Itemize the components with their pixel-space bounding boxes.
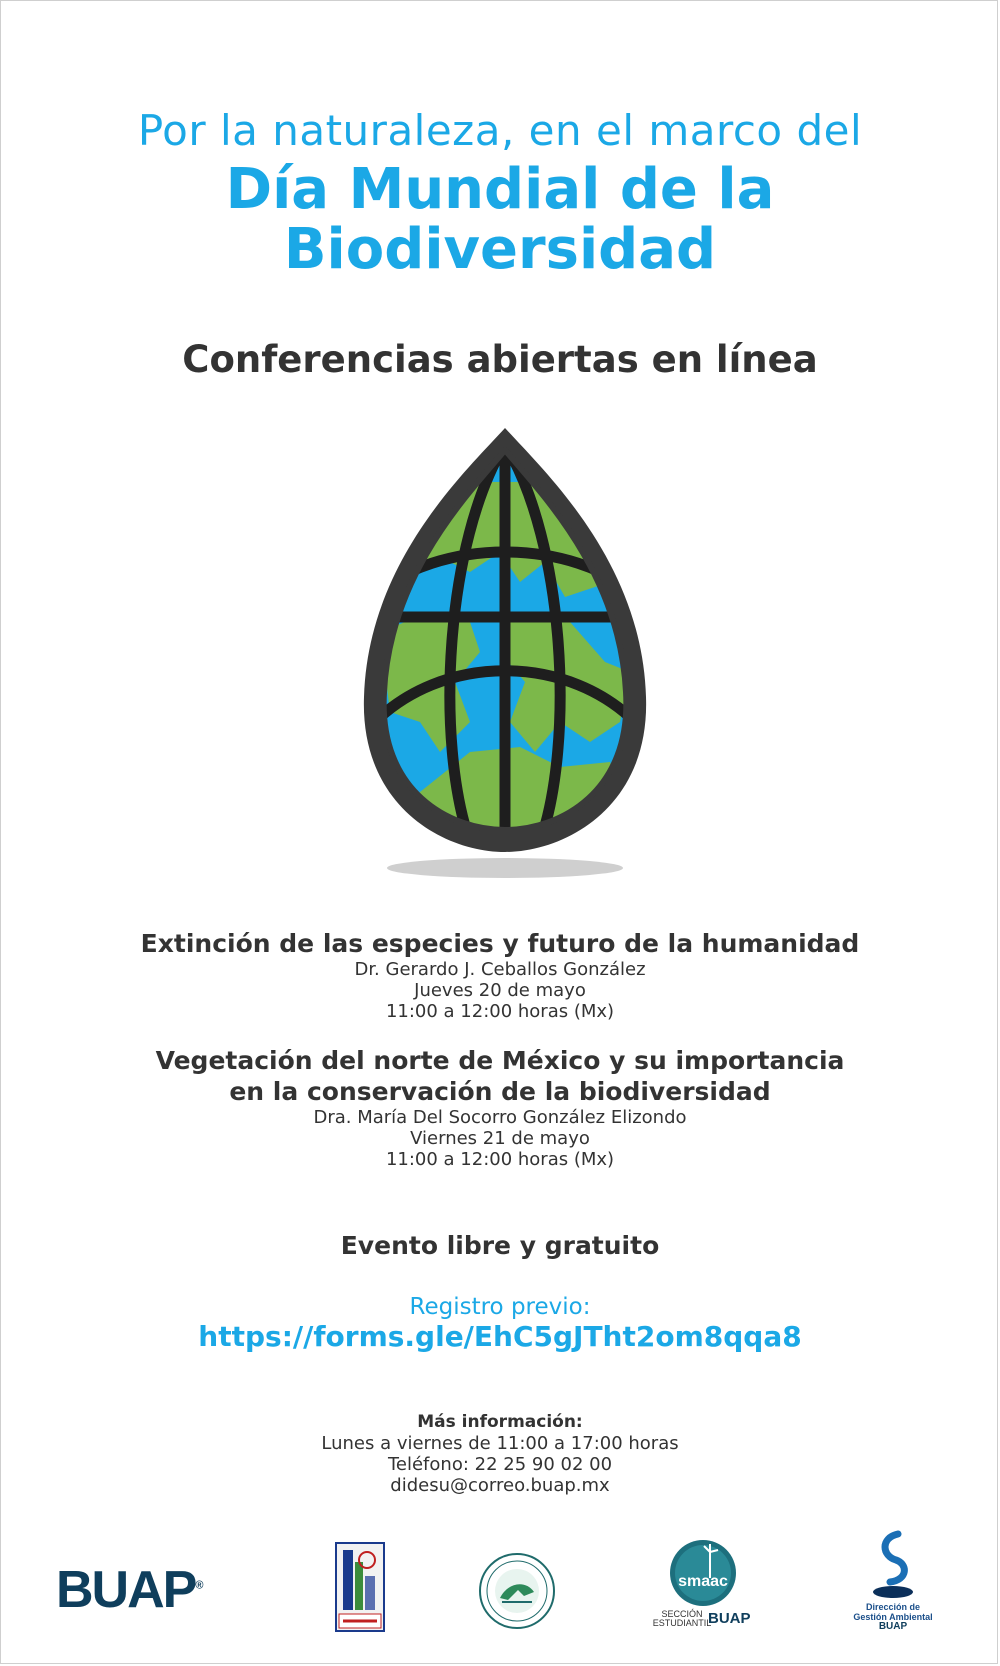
- gestion-ambiental-caption: [853, 1602, 933, 1632]
- talk-2: [0, 1045, 1000, 1170]
- more-info-phone: Teléfono: 22 25 90 02 00: [387, 1454, 613, 1475]
- drop-shadow: [387, 858, 623, 878]
- smaac-caption-2: ESTUDIANTIL: [652, 1618, 712, 1628]
- talk-1: [0, 928, 1000, 1022]
- subtitle: Conferencias abiertas en línea: [182, 338, 818, 381]
- headline: [0, 157, 1000, 282]
- talk-1-date: Jueves 20 de mayo: [414, 980, 586, 1001]
- smaac-caption-buap: BUAP: [708, 1610, 751, 1627]
- talk-1-speaker: Dr. Gerardo J. Ceballos González: [354, 959, 646, 980]
- headline-line-2: Biodiversidad: [283, 217, 717, 282]
- ciencias-biologicas-logo: [478, 1552, 556, 1630]
- headline-line-1: Día Mundial de la: [225, 157, 775, 222]
- talk-2-date: Viernes 21 de mayo: [410, 1128, 590, 1149]
- smaac-caption-1: SECCIÓN: [661, 1609, 703, 1619]
- talk-2-title-line-2: en la conservación de la biodiversidad: [229, 1077, 771, 1106]
- gestion-caption-1: Dirección de: [865, 1602, 921, 1612]
- gestion-caption-2: Gestión Ambiental: [853, 1612, 933, 1622]
- talk-2-title-line-1: Vegetación del norte de México y su importancia: [155, 1046, 845, 1075]
- intro-text: Por la naturaleza, en el marco del: [137, 106, 863, 155]
- more-info-label: Más información:: [417, 1412, 583, 1432]
- smaac-logo: [668, 1538, 738, 1608]
- registration-link[interactable]: https://forms.gle/EhC5gJTht2om8qqa8: [198, 1320, 802, 1353]
- buap-logo: [56, 1560, 203, 1620]
- gestion-caption-3: BUAP: [878, 1621, 908, 1632]
- quimica-logo: [335, 1542, 385, 1632]
- event-note: Evento libre y gratuito: [340, 1231, 660, 1260]
- talk-1-time: 11:00 a 12:00 horas (Mx): [385, 1001, 615, 1022]
- registration-label: Registro previo:: [409, 1294, 591, 1320]
- talk-2-speaker: Dra. María Del Socorro González Elizondo: [313, 1107, 687, 1128]
- talk-1-title: Extinción de las especies y futuro de la humanidad: [140, 929, 860, 958]
- smaac-logo-text: smaac: [678, 1573, 728, 1590]
- logo-strip: [0, 1530, 1000, 1650]
- buap-logo-mark: ®: [195, 1579, 204, 1592]
- gestion-ambiental-logo: [868, 1530, 918, 1600]
- buap-logo-text: BUAP: [56, 1561, 196, 1619]
- talk-2-time: 11:00 a 12:00 horas (Mx): [385, 1149, 615, 1170]
- more-info-hours: Lunes a viernes de 11:00 a 17:00 horas: [321, 1433, 679, 1454]
- more-info: [0, 1412, 1000, 1496]
- more-info-email[interactable]: didesu@correo.buap.mx: [390, 1475, 610, 1496]
- globe-drop-illustration: [360, 422, 650, 882]
- smaac-caption: [652, 1610, 712, 1628]
